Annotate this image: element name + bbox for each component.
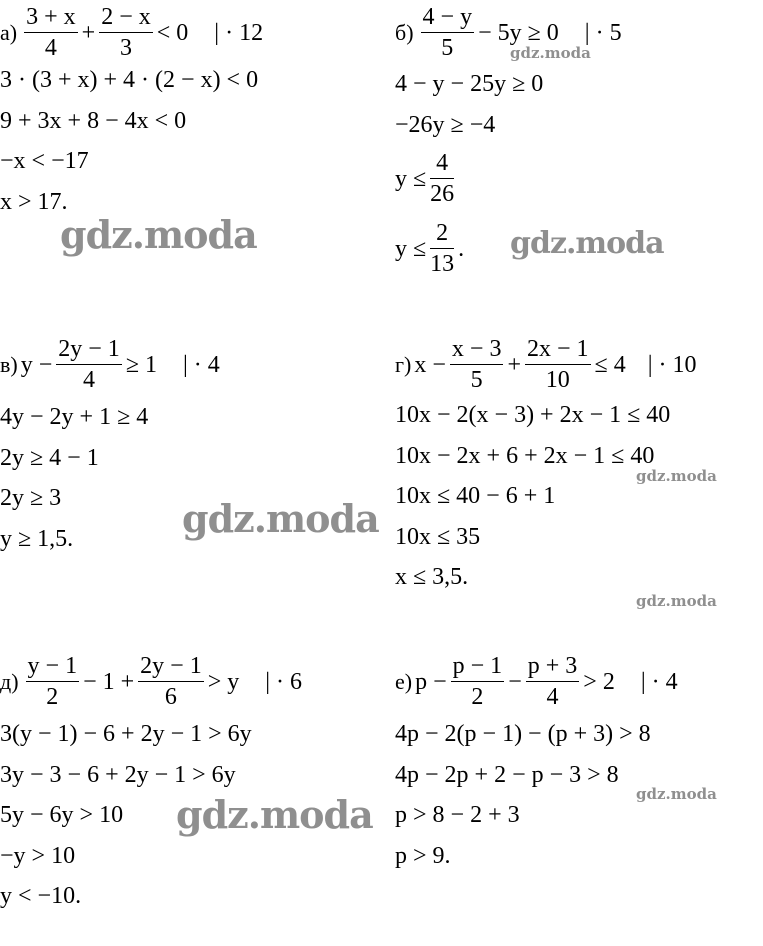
problem-g-step: 10x ≤ 40 − 6 + 1 [395,483,556,509]
problem-b-result-fraction: y ≤ $\frac{2}{13}$ . [395,220,465,277]
fraction: $\frac{2 - x}{3}$ [101,4,151,61]
problem-e-step: 4p − 2(p − 1) − (p + 3) > 8 [395,721,651,747]
problem-e-step: p > 8 − 2 + 3 [395,802,520,828]
problem-g-step: 10x − 2(x − 3) + 2x − 1 ≤ 40 [395,402,671,428]
problem-v-step: 4y − 2y + 1 ≥ 4 [0,404,149,430]
problem-v-step: y ≥ 1,5. [0,526,74,552]
watermark: gdz.moda [182,496,379,541]
problem-a-step: 9 + 3x + 8 − 4x < 0 [0,108,187,134]
problem-b-step: 4 − y − 25y ≥ 0 [395,71,544,97]
multiplier: | · 4 [182,351,220,378]
problem-d-equation: д) $\frac{y - 1}{2}$ − 1 + $\frac{2y - 1}{6}$ > y | · 6 [0,653,303,710]
fraction: $\frac{p - 1}{2}$ [452,653,503,710]
problem-d-step: 3y − 3 − 6 + 2y − 1 > 6y [0,762,236,788]
watermark: gdz.moda [510,226,664,261]
problem-v-step: 2y ≥ 4 − 1 [0,445,99,471]
fraction: $\frac{2y - 1}{4}$ [58,336,120,393]
problem-e-step: 4p − 2p + 2 − p − 3 > 8 [395,762,619,788]
problem-g-step: 10x ≤ 35 [395,524,481,550]
problem-b-result-fraction: y ≤ $\frac{4}{26}$ [395,150,455,207]
fraction: $\frac{2x - 1}{10}$ [527,336,589,393]
problem-v-step: 2y ≥ 3 [0,485,62,511]
problem-b-label: б) [395,19,414,45]
problem-d-step: 3(y − 1) − 6 + 2y − 1 > 6y [0,721,252,747]
fraction: $\frac{2}{13}$ [430,220,455,277]
multiplier: | · 6 [265,668,303,695]
fraction: $\frac{y - 1}{2}$ [27,653,78,710]
watermark: gdz.moda [176,792,373,837]
problem-d-label: д) [0,668,19,694]
problem-d-step: −y > 10 [0,843,76,869]
multiplier: | · 5 [584,19,622,46]
watermark: gdz.moda [510,44,591,62]
problem-d-step: y < −10. [0,883,82,909]
problem-e-label: е) [395,668,413,694]
fraction: $\frac{4 - y}{5}$ [422,4,473,61]
problem-g-step: 10x − 2x + 6 + 2x − 1 ≤ 40 [395,443,655,469]
problem-g-equation: г) x − $\frac{x - 3}{5}$ + $\frac{2x - 1}{10}$ ≤ 4 | · 10 [395,336,697,393]
problem-g-label: г) [395,351,412,377]
fraction: $\frac{2y - 1}{6}$ [140,653,202,710]
watermark: gdz.moda [60,212,257,257]
fraction: $\frac{3 + x}{4}$ [26,4,76,61]
multiplier: | · 4 [640,668,678,695]
fraction: $\frac{p + 3}{4}$ [527,653,578,710]
fraction: $\frac{4}{26}$ [430,150,455,207]
fraction: $\frac{x - 3}{5}$ [451,336,502,393]
problem-e-step: p > 9. [395,843,451,869]
problem-g-step: x ≤ 3,5. [395,564,469,590]
multiplier: | · 10 [647,351,697,378]
problem-a-step: −x < −17 [0,148,89,174]
problem-v-label: в) [0,351,18,377]
watermark: gdz.moda [636,785,717,803]
problem-a-step: 3 · (3 + x) + 4 · (2 − x) < 0 [0,67,259,93]
problem-v-equation: в) y − $\frac{2y - 1}{4}$ ≥ 1 | · 4 [0,336,220,393]
problem-a-step: x > 17. [0,189,68,215]
problem-e-equation: е) p − $\frac{p - 1}{2}$ − $\frac{p + 3}{4}$ > 2 | · 4 [395,653,678,710]
problem-d-step: 5y − 6y > 10 [0,802,124,828]
problem-a-equation: а) $\frac{3 + x}{4}$ + $\frac{2 - x}{3}$ < 0 | · 12 [0,4,264,61]
watermark: gdz.moda [636,467,717,485]
problem-a-label: а) [0,19,18,45]
multiplier: | · 12 [214,19,264,46]
problem-b-step: −26y ≥ −4 [395,112,496,138]
problem-b-equation: б) $\frac{4 - y}{5}$ − 5y ≥ 0 | · 5 [395,4,622,61]
watermark: gdz.moda [636,592,717,610]
